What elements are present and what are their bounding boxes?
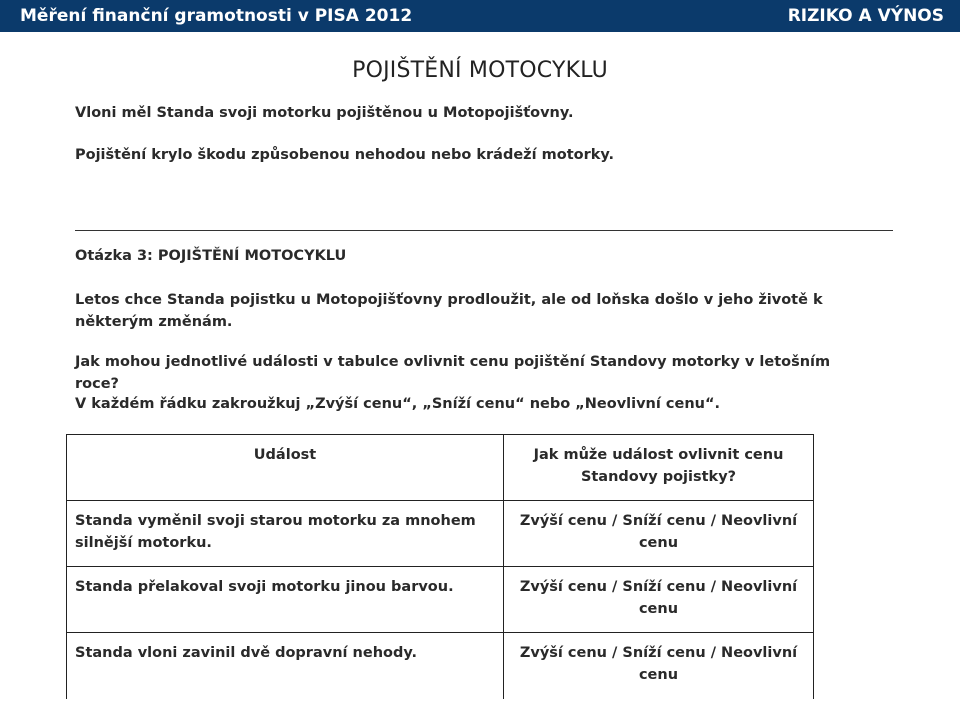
table-row	[67, 633, 814, 699]
answer-options-cell[interactable]: Zvýší cenu / Sníží cenu / Neovlivní cenu	[504, 501, 814, 567]
intro-paragraph-2: Pojištění krylo škodu způsobenou nehodou nebo krádeží motorky.	[75, 147, 615, 163]
divider	[75, 230, 893, 231]
event-cell: Standa vloni zavinil dvě dopravní nehody.	[67, 633, 504, 699]
document-title: POJIŠTĚNÍ MOTOCYKLU	[352, 58, 608, 83]
answer-options-cell[interactable]: Zvýší cenu / Sníží cenu / Neovlivní cenu	[504, 567, 814, 633]
column-header-event: Událost	[67, 435, 504, 501]
header-section: RIZIKO A VÝNOS	[787, 6, 944, 26]
answer-options-cell[interactable]: Zvýší cenu / Sníží cenu / Neovlivní cenu	[504, 633, 814, 699]
question-instruction: V každém řádku zakroužkuj „Zvýší cenu“, „Sníží cenu“ nebo „Neovlivní cenu“.	[75, 396, 721, 412]
intro-paragraph-1: Vloni měl Standa svoji motorku pojištěnou u Motopojišťovny.	[75, 105, 574, 121]
question-paragraph-1: Letos chce Standa pojistku u Motopojišťovny prodloužit, ale od loňska došlo v jeho životě k některým změnám.	[75, 292, 823, 330]
question-heading: Otázka 3: POJIŠTĚNÍ MOTOCYKLU	[75, 248, 347, 264]
events-table	[66, 434, 814, 699]
question-paragraph-2: Jak mohou jednotlivé události v tabulce ovlivnit cenu pojištění Standovy motorky v letošním roce?	[75, 354, 831, 392]
table-header-row	[67, 435, 814, 501]
table-row	[67, 567, 814, 633]
column-header-effect: Jak může událost ovlivnit cenu Standovy pojistky?	[504, 435, 814, 501]
event-cell: Standa vyměnil svoji starou motorku za mnohem silnější motorku.	[67, 501, 504, 567]
table-row	[67, 501, 814, 567]
header-bar	[0, 0, 960, 32]
event-cell: Standa přelakoval svoji motorku jinou barvou.	[67, 567, 504, 633]
header-title: Měření finanční gramotnosti v PISA 2012	[20, 6, 413, 26]
